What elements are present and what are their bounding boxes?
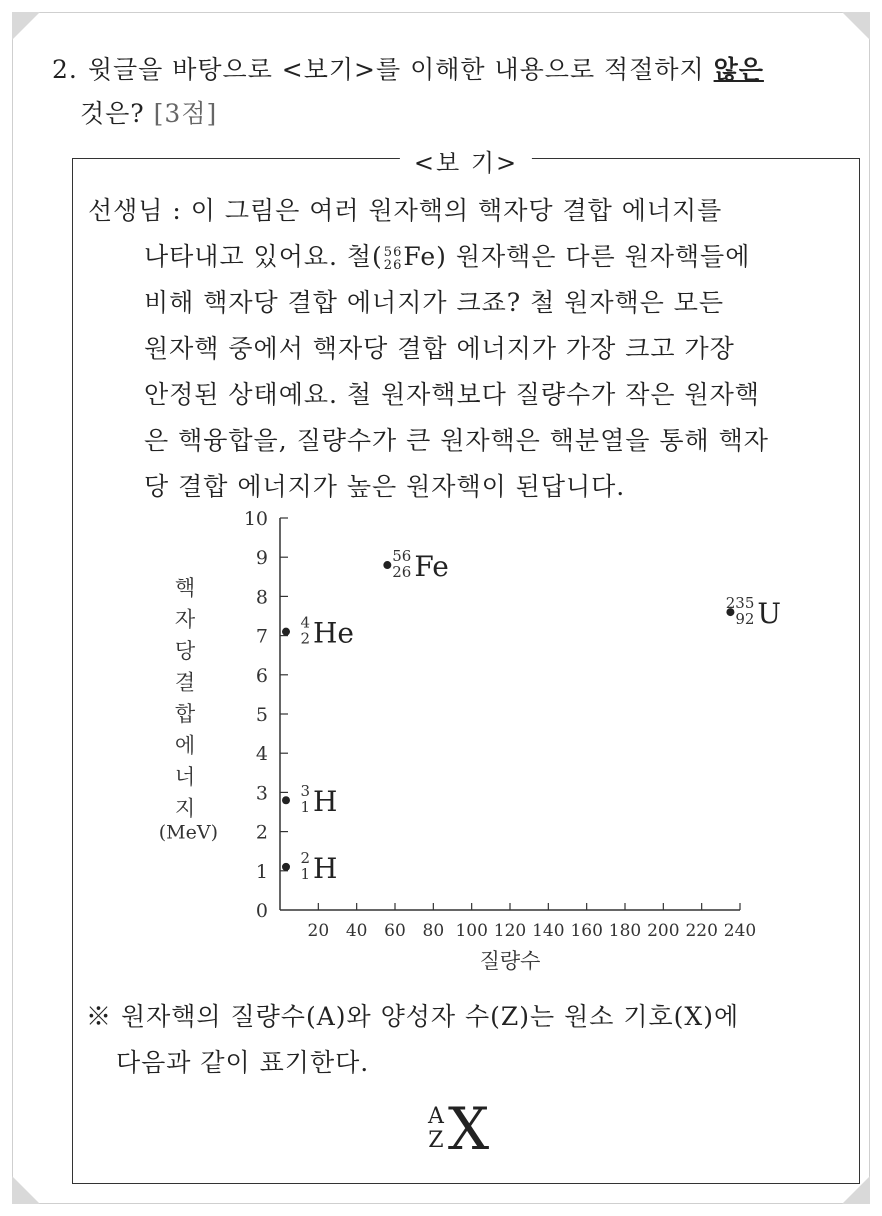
teacher-line-7: 당 결합 에너지가 높은 원자핵이 된답니다. [144, 472, 626, 501]
question-text: 윗글을 바탕으로 <보기>를 이해한 내용으로 적절하지 [87, 55, 705, 84]
y-axis-label-char: 핵 [174, 576, 196, 600]
x-tick-label: 20 [307, 921, 330, 941]
data-point-fe-56 [383, 561, 391, 569]
x-tick-label: 160 [570, 921, 603, 941]
teacher-line-1: 선생님 : 이 그림은 여러 원자핵의 핵자당 결합 에너지를 [88, 196, 723, 225]
y-axis-label-char: 합 [174, 702, 196, 726]
point-mass-number: 235 [725, 594, 755, 613]
x-tick-label: 80 [422, 921, 445, 941]
data-point-h-3 [282, 796, 290, 804]
corner-fold-top-left [12, 12, 40, 40]
question-points: [3점] [153, 99, 218, 128]
y-tick-label: 9 [255, 547, 268, 570]
point-element-label: Fe [414, 550, 449, 584]
notation-mass-symbol: A [428, 1104, 444, 1129]
x-tick-label: 100 [455, 921, 488, 941]
teacher-line-5: 안정된 상태예요. 철 원자핵보다 질량수가 작은 원자핵 [144, 380, 760, 409]
x-tick-label: 220 [685, 921, 718, 941]
point-element-label: H [313, 851, 338, 885]
teacher-line-2b: Fe) 원자핵은 다른 원자핵들에 [403, 242, 751, 271]
y-axis-label-char: 결 [174, 670, 196, 695]
binding-energy-chart [150, 500, 782, 980]
y-tick-label: 2 [255, 821, 268, 844]
point-mass-number: 2 [300, 848, 310, 867]
note-line-1: ※ 원자핵의 질량수(A)와 양성자 수(Z)는 원소 기호(X)에 [86, 1002, 740, 1031]
question-number: 2. [52, 55, 78, 84]
fe-atomic-number: 26 [383, 257, 403, 273]
question-text2: 것은? [80, 99, 145, 128]
x-tick-label: 200 [647, 921, 680, 941]
y-tick-label: 8 [255, 586, 268, 609]
teacher-line-6: 은 핵융합을, 질량수가 큰 원자핵은 핵분열을 통해 핵자 [144, 426, 769, 455]
corner-fold-top-right [842, 12, 870, 40]
notation-note [86, 994, 856, 1086]
x-tick-label: 240 [723, 921, 757, 941]
nuclide-notation-example [428, 1095, 490, 1163]
teacher-line-2a: 나타내고 있어요. 철( [144, 242, 383, 271]
point-atomic-number: 1 [300, 798, 310, 817]
data-point-h-2 [282, 863, 290, 871]
y-axis-label-unit: (MeV) [158, 821, 218, 844]
notation-element-symbol: X [447, 1095, 490, 1163]
point-atomic-number: 92 [735, 610, 755, 629]
y-tick-label: 3 [255, 782, 268, 805]
notation-atomic-symbol: Z [428, 1128, 444, 1153]
x-tick-label: 120 [493, 921, 527, 941]
y-axis-label-char: 지 [174, 796, 196, 821]
notation-numbers [428, 1105, 444, 1153]
y-tick-label: 4 [255, 743, 268, 766]
point-atomic-number: 2 [300, 629, 310, 648]
teacher-line-4: 원자핵 중에서 핵자당 결합 에너지가 가장 크고 가장 [144, 334, 735, 363]
point-mass-number: 4 [300, 613, 310, 632]
y-tick-label: 5 [255, 704, 268, 726]
corner-fold-bottom-left [12, 1176, 40, 1204]
x-tick-label: 40 [345, 921, 368, 941]
y-tick-label: 1 [255, 860, 268, 883]
note-line-2: 다음과 같이 표기한다. [116, 1048, 370, 1077]
point-atomic-number: 26 [392, 563, 412, 582]
binding-energy-chart-svg [150, 500, 782, 980]
point-element-label: U [757, 597, 782, 631]
y-tick-label: 6 [255, 664, 268, 687]
teacher-line-2 [88, 234, 853, 280]
teacher-paragraph [88, 188, 853, 510]
point-element-label: H [313, 785, 338, 819]
y-tick-label: 10 [243, 508, 268, 530]
question-stem [52, 48, 852, 136]
example-box-title: <보 기> [400, 143, 532, 178]
y-axis-label-char: 당 [174, 639, 196, 663]
teacher-line-3: 비해 핵자당 결합 에너지가 크죠? 철 원자핵은 모든 [144, 288, 725, 317]
x-axis-label: 질량수 [479, 949, 541, 973]
y-axis-label-char: 너 [174, 765, 196, 789]
fe-mass-number: 56 [383, 244, 403, 260]
fe-nuclide-notation [384, 246, 403, 272]
y-tick-label: 7 [255, 625, 268, 648]
y-axis-label-char: 자 [174, 607, 196, 632]
point-mass-number: 56 [392, 547, 412, 566]
x-tick-label: 140 [532, 921, 565, 941]
point-mass-number: 3 [300, 782, 310, 801]
y-tick-label: 0 [255, 900, 268, 922]
point-atomic-number: 1 [300, 864, 310, 883]
data-point-he-4 [282, 628, 290, 636]
x-tick-label: 180 [608, 921, 642, 941]
point-element-label: He [313, 616, 354, 650]
question-emphasis: 않은 [713, 55, 764, 84]
x-tick-label: 60 [384, 921, 406, 941]
y-axis-label-char: 에 [174, 733, 196, 758]
